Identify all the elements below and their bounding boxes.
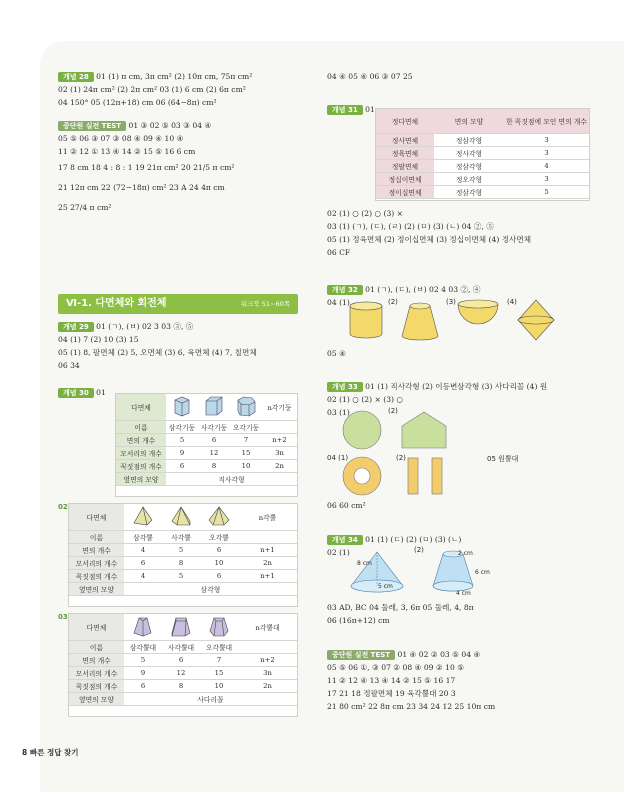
square-frustum-figure (162, 614, 200, 640)
cell: 8 (162, 679, 200, 692)
dimension-label: 2 cm (458, 550, 473, 557)
answer-text: 04 (1) 7 (2) 10 (3) 15 (58, 335, 139, 344)
cell: n+2 (238, 653, 297, 666)
answer-text: 06 CF (327, 248, 351, 257)
row-label: 면의 개수 (116, 433, 166, 446)
cell: 5 (162, 543, 200, 556)
answer-text: 03 (1) (ㄱ), (ㄷ), (ㄹ) (2) (ㅁ) (3) (ㄴ) 04 ②, ⑤ (327, 222, 494, 231)
answer-line (58, 119, 298, 132)
cell: 12 (198, 446, 230, 459)
answer-line (58, 70, 298, 83)
dimension-label: 8 cm (357, 560, 372, 567)
table-header: 다면체 (69, 504, 124, 530)
answer-text: 04 (1) (327, 298, 350, 307)
row-label: 면의 개수 (69, 653, 124, 666)
cell: 8 (198, 459, 230, 472)
table-header: 면의 모양 (434, 109, 504, 133)
pentagonal-pyramid-figure (200, 504, 238, 530)
cell: 2n (238, 679, 297, 692)
sub-label: (3) (446, 298, 456, 306)
answer-line (327, 499, 589, 512)
row-label: 꼭짓점의 개수 (69, 679, 124, 692)
cell: 사각뿔대 (162, 640, 200, 653)
row-label: 옆면의 모양 (69, 582, 124, 595)
general-column: n각뿔 (238, 504, 297, 530)
answer-line (327, 283, 589, 296)
row-label: 정십이면체 (376, 172, 434, 185)
concept-tag: 개념 28 (58, 72, 94, 82)
answer-line (327, 233, 589, 246)
answer-text: 21 80 cm² 22 8π cm 23 34 24 12 25 10π cm (327, 702, 496, 711)
cell: 15 (230, 446, 262, 459)
sub-label: (2) (388, 298, 398, 306)
answer-line (327, 207, 589, 220)
answer-line (327, 661, 589, 674)
row-label: 옆면의 모양 (69, 692, 124, 705)
pyramid-table (68, 503, 298, 607)
cell: 삼각기둥 (166, 420, 198, 433)
answer-text: 01 (96, 388, 106, 397)
left-column (58, 70, 298, 218)
answer-text: 04 ④ 05 ④ 06 ③ 07 25 (327, 72, 413, 81)
answer-line (327, 246, 589, 259)
cell: 10 (230, 459, 262, 472)
answer-text: 01 ③ 02 ⑤ 03 ③ 04 ④ (128, 121, 212, 130)
cell: n+2 (262, 433, 297, 446)
cell: 4 (124, 543, 162, 556)
workbook-pages: 워크북 51~60쪽 (240, 300, 290, 308)
concept-tag: 개념 34 (327, 535, 363, 545)
cell: 6 (166, 459, 198, 472)
cell: 5 (124, 653, 162, 666)
dimension-label: 4 cm (456, 590, 471, 597)
sub-label: (2) (388, 407, 398, 415)
cell: 사각뿔 (162, 530, 200, 543)
cell (238, 640, 297, 653)
cell: 5 (504, 185, 589, 198)
cell: 6 (200, 543, 238, 556)
general-column: n각뿔대 (238, 614, 297, 640)
test-tag: 중단원 실전 TEST (327, 650, 395, 660)
concept-tag: 개념 31 (327, 105, 363, 115)
pentagonal-frustum-figure (200, 614, 238, 640)
concept33-q6 (327, 499, 589, 512)
cell: 사다리꼴 (124, 692, 297, 705)
page-footer (22, 747, 79, 758)
cell (238, 530, 297, 543)
answer-line (58, 158, 298, 178)
answer-text: 06 60 cm² (327, 501, 366, 510)
answer-text: 05 ⑤ 06 ①, ③ 07 ② 08 ④ 09 ② 10 ⑤ (327, 663, 465, 672)
problem-number: 02 (58, 503, 68, 511)
cell: 12 (162, 666, 200, 679)
table-header: 다면체 (69, 614, 124, 640)
answer-text: 02 (1) 24π cm² (2) 2π cm² 03 (1) 6 cm (2) 6π cm² (58, 85, 246, 94)
cell: 오각기둥 (230, 420, 262, 433)
cell: 정삼각형 (434, 133, 504, 146)
sub-label: (2) (396, 454, 406, 462)
answer-line (58, 96, 298, 109)
cell: 직사각형 (166, 472, 297, 485)
row-label: 정사면체 (376, 133, 434, 146)
cell: n+1 (238, 569, 297, 582)
row-label: 꼭짓점의 개수 (116, 459, 166, 472)
cell: 삼각뿔대 (124, 640, 162, 653)
cell: 6 (162, 653, 200, 666)
cell: 9 (124, 666, 162, 679)
row-label: 모서리의 개수 (69, 556, 124, 569)
cell: 10 (200, 556, 238, 569)
cell: 5 (162, 569, 200, 582)
cell: 10 (200, 679, 238, 692)
answer-text: 01 (ㄱ), (ㅂ) 02 3 03 ③, ⑤ (96, 322, 194, 331)
answer-line (327, 674, 589, 687)
general-column: n각기둥 (262, 394, 297, 420)
answer-line (327, 601, 589, 614)
cell: 3 (504, 133, 589, 146)
answer-text: 02 (1) ○ (2) × (3) ○ (327, 395, 404, 404)
frustum-table (68, 613, 298, 717)
cell: 6 (124, 556, 162, 569)
cell: 사각기둥 (198, 420, 230, 433)
cell: 오각뿔 (200, 530, 238, 543)
cell: 7 (230, 433, 262, 446)
sub-label: (2) (414, 546, 424, 554)
answer-text: 11 ② 12 ④ 13 ④ 14 ② 15 ⑤ 16 17 (327, 676, 456, 685)
cell: 9 (166, 446, 198, 459)
row-label: 이름 (69, 640, 124, 653)
concept34-answers (327, 601, 589, 627)
cell: 4 (504, 159, 589, 172)
section-header (58, 294, 298, 314)
test2-block (327, 648, 589, 713)
cell: 오각뿔대 (200, 640, 238, 653)
cell: 3n (238, 666, 297, 679)
row-label: 면의 개수 (69, 543, 124, 556)
answer-text: 17 21 18 정팔면체 19 육각뿔대 20 3 (327, 689, 456, 698)
answer-line (327, 614, 589, 627)
triangular-pyramid-figure (124, 504, 162, 530)
cell: 정삼각형 (434, 185, 504, 198)
table-header: 다면체 (116, 394, 166, 420)
square-prism-figure (198, 394, 230, 420)
square-pyramid-figure (162, 504, 200, 530)
prism-table (115, 393, 298, 497)
answer-line (58, 132, 298, 145)
footer-label: 빠른 정답 찾기 (29, 748, 79, 757)
answer-text: 01 (ㄱ), (ㄷ), (ㅂ) 02 4 03 ②, ④ (365, 285, 481, 294)
cell: 5 (166, 433, 198, 446)
answer-text: 11 ② 12 ① 13 ④ 14 ② 15 ⑤ 16 6 cm (58, 147, 196, 156)
triangular-frustum-figure (124, 614, 162, 640)
answer-line (327, 700, 589, 713)
answer-text: 03 (1) (327, 408, 350, 417)
answer-line (327, 393, 589, 406)
answer-text: 04 150° 05 (12π+18) cm 06 (64−8π) cm² (58, 98, 217, 107)
concept-tag: 개념 32 (327, 285, 363, 295)
answer-line (58, 178, 298, 198)
cell: 3 (504, 172, 589, 185)
cell: 정오각형 (434, 172, 504, 185)
concept31-answers (327, 207, 589, 259)
row-label: 꼭짓점의 개수 (69, 569, 124, 582)
answer-text: 25 27/4 π cm² (58, 203, 112, 212)
cell: n+1 (238, 543, 297, 556)
triangular-prism-figure (166, 394, 198, 420)
cell: 삼각뿔 (124, 530, 162, 543)
concept-tag: 개념 29 (58, 322, 94, 332)
cross-section-figure (340, 410, 480, 450)
answer-text: 01 ④ 02 ② 03 ⑤ 04 ④ (397, 650, 481, 659)
answer-text: 01 (365, 105, 375, 114)
cell: 6 (200, 569, 238, 582)
answer-text: 05 (1) 8, 팔면체 (2) 5, 오면체 (3) 6, 육면체 (4) 7, 칠면체 (58, 348, 257, 357)
answer-text: 03 AD, BC 04 둘레, 3, 6π 05 둘레, 4, 8π (327, 603, 474, 612)
table-header: 한 꼭짓점에 모인 면의 개수 (504, 109, 589, 133)
answer-line (58, 145, 298, 158)
cell: 삼각형 (124, 582, 297, 595)
answer-line (58, 346, 298, 359)
cell: 3 (504, 146, 589, 159)
answer-line (327, 533, 589, 546)
problem-number: 03 (58, 613, 68, 621)
answer-text: 05 ④ (327, 349, 346, 358)
answer-text: 05 (1) 정육면체 (2) 정이십면체 (3) 정십이면체 (4) 정사면체 (327, 235, 532, 244)
cell: 2n (262, 459, 297, 472)
answer-text: 02 (1) ○ (2) ○ (3) × (327, 209, 404, 218)
row-label: 정이십면체 (376, 185, 434, 198)
row-label: 모서리의 개수 (69, 666, 124, 679)
row-label: 옆면의 모양 (116, 472, 166, 485)
answer-text: 01 (1) 직사각형 (2) 이등변삼각형 (3) 사다리꼴 (4) 원 (365, 382, 548, 391)
solids-of-revolution-figure (342, 296, 572, 344)
cell: 정사각형 (434, 146, 504, 159)
answer-line (58, 333, 298, 346)
answer-text: 01 (1) (ㄷ) (2) (ㅁ) (3) (ㄴ) (365, 535, 462, 544)
cell: 정삼각형 (434, 159, 504, 172)
dimension-label: 5 cm (378, 583, 393, 590)
concept-tag: 개념 30 (58, 388, 94, 398)
dimension-label: 6 cm (475, 569, 490, 576)
cell: 8 (162, 556, 200, 569)
test-tag: 중단원 실전 TEST (58, 121, 126, 131)
pentagonal-prism-figure (230, 394, 262, 420)
answer-text: 06 (16π+12) cm (327, 616, 390, 625)
concept-tag: 개념 33 (327, 382, 363, 392)
answer-line (327, 220, 589, 233)
row-label: 모서리의 개수 (116, 446, 166, 459)
cell: 6 (198, 433, 230, 446)
answer-line (327, 380, 589, 393)
answer-line (327, 648, 589, 661)
answer-line (58, 359, 298, 372)
row-label: 이름 (69, 530, 124, 543)
cell: 4 (124, 569, 162, 582)
row-label: 정팔면체 (376, 159, 434, 172)
cell: 15 (200, 666, 238, 679)
cell (262, 420, 297, 433)
cell: 3n (262, 446, 297, 459)
cell: 6 (124, 679, 162, 692)
answer-text: 02 (1) (327, 548, 350, 557)
concept29-block (58, 320, 298, 399)
answer-line (327, 347, 589, 360)
answer-line (58, 83, 298, 96)
row-label: 정육면체 (376, 146, 434, 159)
section-title: Ⅵ-1. 다면체와 회전체 (66, 298, 167, 309)
answer-text: 06 34 (58, 361, 80, 370)
answer-text: 05 원뿔대 (487, 455, 519, 463)
table-header: 정다면체 (376, 109, 434, 133)
answer-line (58, 198, 298, 218)
sub-label: (4) (507, 298, 517, 306)
row-label: 이름 (116, 420, 166, 433)
concept32-q5 (327, 347, 589, 360)
cell: 2n (238, 556, 297, 569)
rotation-figure (340, 454, 460, 498)
regular-polyhedra-table (375, 108, 590, 201)
answer-line (58, 320, 298, 333)
answer-line (327, 70, 589, 83)
answer-line (327, 687, 589, 700)
answer-text: 17 8 cm 18 4 : 8 : 1 19 21π cm² 20 21/5 π cm² (58, 163, 235, 172)
answer-text: 01 (1) π cm, 3π cm² (2) 10π cm, 75π cm² (96, 72, 253, 81)
answer-text: 04 (1) (327, 454, 349, 462)
page-number: 8 (22, 748, 28, 757)
answer-text: 21 12π cm 22 (72−18π) cm² 23 A 24 4π cm (58, 183, 225, 192)
cell: 7 (200, 653, 238, 666)
answer-text: 05 ⑤ 06 ③ 07 ③ 08 ④ 09 ④ 10 ④ (58, 134, 184, 143)
